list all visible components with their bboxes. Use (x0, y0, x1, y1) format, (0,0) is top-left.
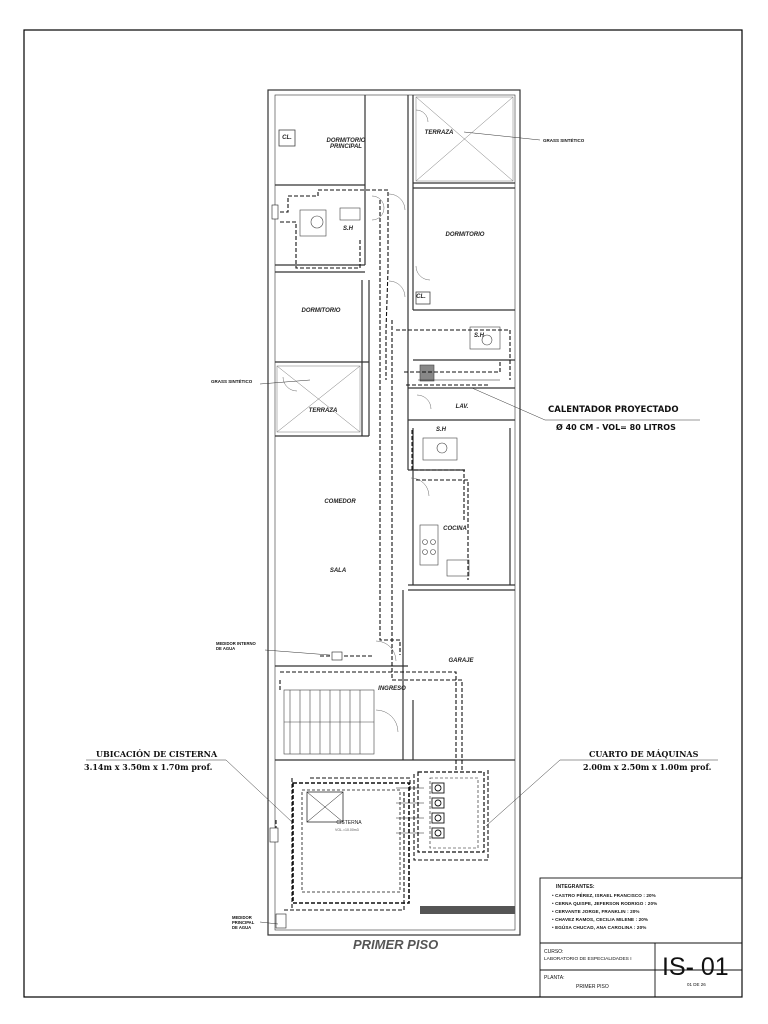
room-label-cisterna: CISTERNA (336, 820, 362, 826)
bathroom-fixtures (300, 208, 500, 576)
building-walls (268, 90, 520, 935)
room-label-comedor: COMEDOR (324, 499, 356, 505)
integrantes-heading: INTEGRANTES: (556, 884, 595, 890)
room-label-sala: SALA (329, 568, 347, 574)
grass-sintetico-label: GRASS SINTÉTICO (211, 379, 253, 384)
cisterna-title: UBICACIÓN DE CISTERNA (96, 749, 218, 759)
room-label-dormitorio-principal: DORMITORIO PRINCIPAL (326, 138, 366, 150)
room-label-cl: CL. (282, 135, 292, 141)
room-label-terraza: TERRAZA (308, 408, 338, 414)
room-label-sh: S.H (435, 427, 447, 433)
planta-label: PLANTA: (544, 975, 565, 981)
member-item: • CERVANTE JORGE, FRANKLIN : 20% (552, 909, 640, 914)
water-pipes (274, 190, 510, 910)
door-swings (283, 110, 431, 732)
staircase (284, 690, 374, 754)
calentador-spec: Ø 40 CM - VOL= 80 LITROS (556, 423, 676, 432)
planta-value: PRIMER PISO (576, 984, 609, 990)
room-label-dormitorio: DORMITORIO (445, 232, 485, 238)
sheet-code: IS- 01 (662, 953, 729, 981)
cisterna-tank (293, 783, 409, 903)
plan-title: PRIMER PISO (353, 937, 439, 952)
cuarto-maquinas (418, 772, 484, 852)
room-label-sh: S.H (473, 333, 485, 339)
room-label-sh: S.H (342, 226, 354, 232)
sheet-border (24, 30, 742, 997)
calentador-title: CALENTADOR PROYECTADO (548, 405, 679, 415)
grass-sintetico-label: GRASS SINTÉTICO (543, 138, 585, 143)
maquinas-title: CUARTO DE MÁQUINAS (589, 749, 699, 759)
room-label-lav: LAV. (455, 404, 469, 410)
sheet-count: 01 DE 26 (687, 982, 706, 987)
room-label-terraza: TERRAZA (424, 130, 454, 136)
garage-threshold (420, 906, 515, 914)
room-label-garaje: GARAJE (448, 658, 474, 664)
member-item: • CERNA QUISPE, JEFERSON RODRIGO : 20% (552, 901, 658, 906)
member-item: • CASTRO PÉREZ, ISRAEL FRANCISCO : 20% (552, 893, 656, 898)
leader-lines (86, 132, 718, 924)
medidor-interno-label: MEDIDOR INTERNO DE AGUA (216, 641, 256, 651)
curso-value: LABORATORIO DE ESPECIALIDADES I (544, 957, 632, 962)
member-item: • EGÚSA CHUCAD, ANA CAROLINA : 20% (552, 925, 647, 930)
closets (279, 130, 430, 304)
room-label-dormitorio: DORMITORIO (301, 308, 341, 314)
room-label-cocina: COCINA (443, 526, 467, 532)
curso-label: CURSO: (544, 949, 564, 955)
medidor-principal-label: MEDIDOR PRINCIPAL DE AGUA (232, 915, 255, 930)
cisterna-dimensions: 3.14m x 3.50m x 1.70m prof. (84, 762, 213, 772)
cisterna-volume: VOL.=10.00m3 (335, 828, 359, 832)
room-label-cl: CL. (416, 294, 426, 300)
room-label-ingreso: INGRESO (378, 686, 406, 692)
maquinas-dimensions: 2.00m x 2.50m x 1.00m prof. (583, 762, 712, 772)
member-item: • CHAVEZ RAMOS, CECILIA MILENE : 20% (552, 917, 649, 922)
